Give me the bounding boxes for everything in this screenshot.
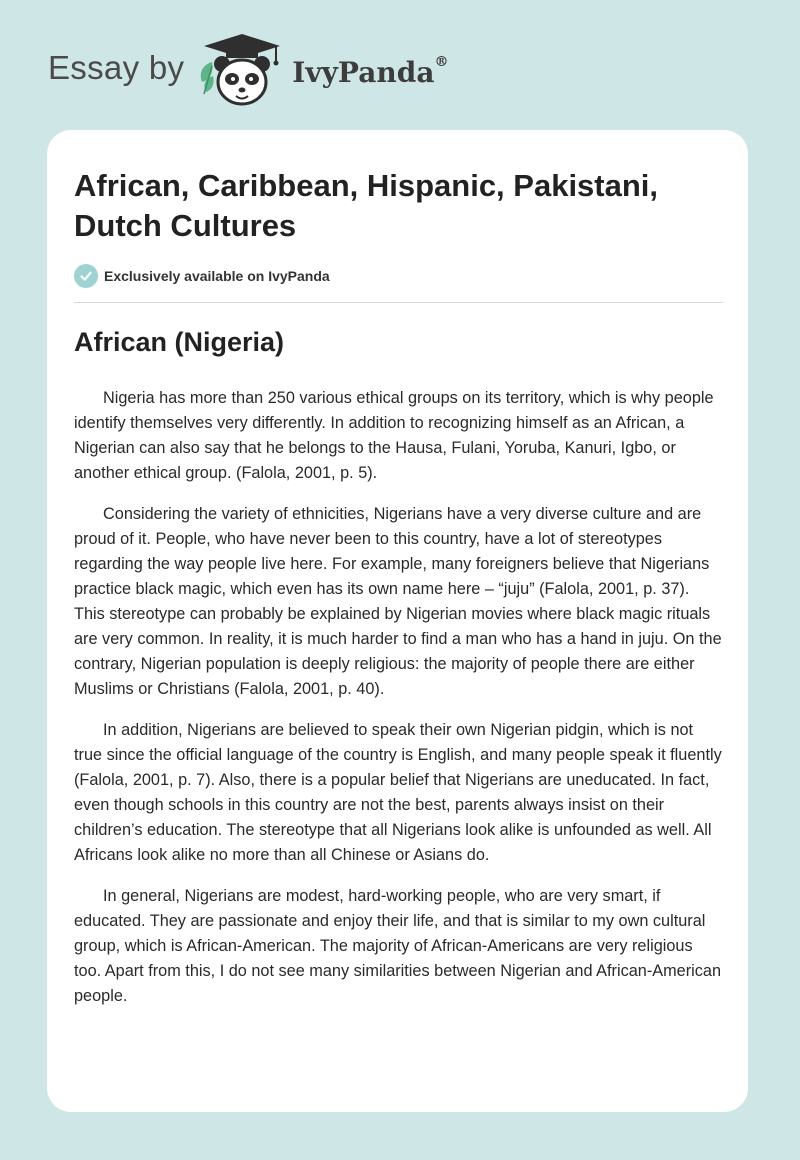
article-body [74,386,724,1025]
brand-name: IvyPanda® [292,53,449,89]
paragraph: Nigeria has more than 250 various ethical groups on its territory, which is why people identify themselves very differently. In addition to recognizing himself as an African, a Nigerian can also say that he belongs to the Hausa, Fulani, Yoruba, Kanuri, Igbo, or another ethical group. (Falola, 2001, p. 5). [74,389,714,482]
paragraph: In addition, Nigerians are believed to speak their own Nigerian pidgin, which is not true since the official language of the country is English, and many people speak it fluently (Falola, 2001, p. 7). Also, there is a popular belief that Nigerians are uneducated. In fact, even though schools in this country are not the best, parents always insist on their children’s education. The stereotype that all Nigerians look alike is unfounded as well. All Africans look alike no more than all Chinese or Asians do. [74,721,722,864]
divider [74,302,723,303]
article-card [47,130,748,1112]
paragraph: In general, Nigerians are modest, hard-working people, who are very smart, if educated. They are passionate and enjoy their life, and that is similar to my own cultural group, which is African-American. The majority of African-Americans are very religious too. Apart from this, I do not see many similarities between Nigerian and African-American people. [74,887,722,1005]
exclusive-badge [74,264,330,288]
site-header[interactable] [48,30,448,110]
brand-prefix: Essay by [48,49,185,86]
paragraph: Considering the variety of ethnicities, Nigerians have a very diverse culture and are proud of it. People, who have never been to this country, have a lot of stereotypes regarding the way people live here. For example, many foreigners believe that Nigerians practice black magic, which even has its own name here – “juju” (Falola, 2001, p. 37). This stereotype can probably be explained by Nigerian movies where black magic rituals are very common. In reality, it is much harder to find a man who has a hand in juju. On the contrary, Nigerian population is deeply religious: the majority of people there are either Muslims or Christians (Falola, 2001, p. 40). [74,505,722,698]
panda-graduate-icon [196,30,288,110]
article-title: African, Caribbean, Hispanic, Pakistani, Dutch Cultures [74,168,659,243]
check-icon [74,264,98,288]
section-heading: African (Nigeria) [74,327,285,357]
exclusive-label: Exclusively available on IvyPanda [104,268,330,284]
